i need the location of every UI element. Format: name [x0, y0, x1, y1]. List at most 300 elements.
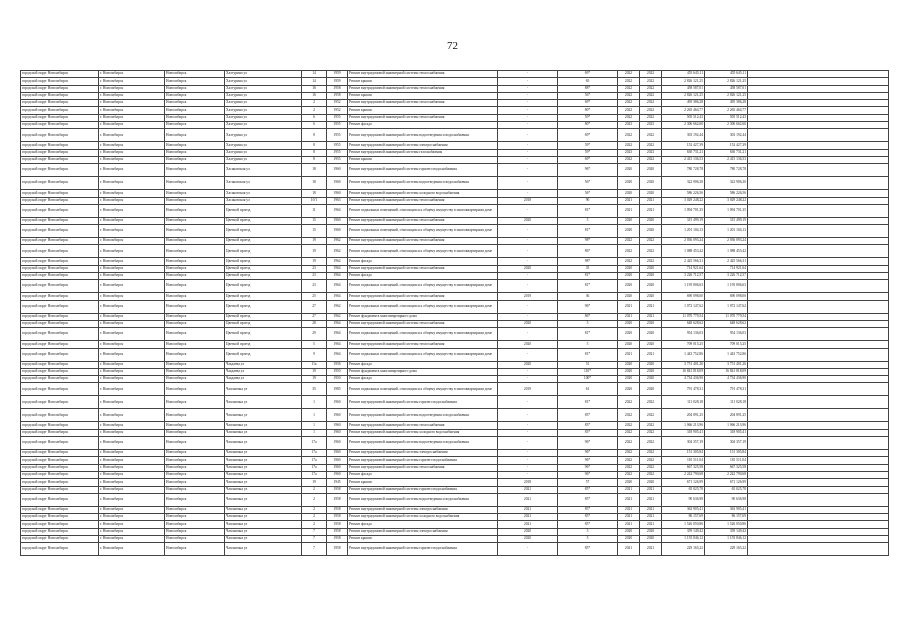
cell-empty	[748, 204, 889, 217]
cell-empty	[748, 328, 889, 341]
cell-work: Ремонт внутридомовой инженерной системы электроснабжения	[348, 142, 498, 149]
cell-house: 17а	[302, 464, 327, 471]
cell-cost-total: 11 070 779,54	[662, 313, 705, 320]
cell-district: городской округ Новосибирск	[21, 114, 99, 121]
cell-start: 2022	[618, 156, 640, 163]
cell-city: г. Новосибирск	[99, 85, 165, 92]
cell-end: 2020	[640, 328, 662, 341]
cell-col8: -	[498, 457, 558, 464]
table-row	[21, 361, 889, 368]
cell-start: 2021	[618, 506, 640, 513]
cell-end: 2020	[640, 368, 662, 375]
cell-empty	[748, 293, 889, 300]
cell-col8: -	[498, 280, 558, 293]
cell-district: городской округ Новосибирск	[21, 457, 99, 464]
cell-cost-total: 1 066 213,96	[662, 422, 705, 429]
cell-cost-total: 671 126,99	[662, 479, 705, 486]
cell-end: 2020	[640, 273, 662, 280]
table-row	[21, 245, 889, 258]
program-table	[20, 70, 889, 556]
cell-house: 7	[302, 535, 327, 542]
cell-cost-fund: 630 731,21	[705, 149, 748, 156]
table-row	[21, 313, 889, 320]
cell-district: городской округ Новосибирск	[21, 258, 99, 265]
cell-town: Новосибирск	[165, 361, 225, 368]
cell-work: Ремонт подвальных помещений, относящихся к общему имуществу в многоквартирном доме	[348, 328, 498, 341]
cell-house: 23	[302, 280, 327, 293]
cell-cost-total: 65 025,78	[662, 486, 705, 493]
cell-street: Чаадаева ул	[225, 368, 302, 375]
cell-year: 1955	[327, 142, 348, 149]
cell-start: 2022	[618, 238, 640, 245]
cell-col8: -	[498, 258, 558, 265]
cell-house: 23	[302, 265, 327, 272]
cell-col9: 59*	[558, 149, 618, 156]
cell-work: Ремонт внутридомовой инженерной системы теплоснабжения	[348, 238, 498, 245]
cell-start: 2022	[618, 457, 640, 464]
table-row	[21, 409, 889, 422]
cell-cost-fund: 667 325,58	[705, 464, 748, 471]
cell-year: 1962	[327, 258, 348, 265]
cell-town: Новосибирск	[165, 464, 225, 471]
cell-district: городской округ Новосибирск	[21, 92, 99, 99]
cell-col9: 69*	[558, 129, 618, 142]
cell-col8: -	[498, 396, 558, 409]
cell-cost-total: 318 905,41	[662, 429, 705, 436]
cell-cost-fund: 204 891,25	[705, 409, 748, 422]
cell-street: Чаплыгина ул	[225, 383, 302, 396]
table-row	[21, 348, 889, 361]
cell-col8: -	[498, 71, 558, 78]
cell-house: 6	[302, 114, 327, 121]
cell-col9: 61	[558, 383, 618, 396]
cell-col9: 98*	[558, 238, 618, 245]
cell-empty	[748, 471, 889, 478]
cell-district: городской округ Новосибирск	[21, 464, 99, 471]
table-row	[21, 528, 889, 535]
cell-end: 2021	[640, 486, 662, 493]
cell-house: 17а	[302, 471, 327, 478]
cell-cost-fund: 690 098,00	[705, 293, 748, 300]
cell-city: г. Новосибирск	[99, 114, 165, 121]
cell-end: 2020	[640, 341, 662, 348]
program-table-body	[21, 71, 889, 556]
cell-town: Новосибирск	[165, 383, 225, 396]
cell-start: 2022	[618, 429, 640, 436]
cell-house: 8	[302, 129, 327, 142]
cell-col8: 2021	[498, 506, 558, 513]
cell-cost-fund: 586 226,56	[705, 190, 748, 197]
cell-cost-total: 2 242 790,68	[662, 471, 705, 478]
cell-end: 2021	[640, 348, 662, 361]
cell-empty	[748, 422, 889, 429]
cell-city: г. Новосибирск	[99, 383, 165, 396]
cell-town: Новосибирск	[165, 341, 225, 348]
cell-city: г. Новосибирск	[99, 300, 165, 313]
cell-cost-total: 152 427,39	[662, 142, 705, 149]
cell-col9: 85*	[558, 506, 618, 513]
cell-year: 1955	[327, 156, 348, 163]
cell-city: г. Новосибирск	[99, 348, 165, 361]
cell-work: Ремонт внутридомовой инженерной системы теплоснабжения	[348, 114, 498, 121]
table-row	[21, 265, 889, 272]
cell-end: 2022	[640, 107, 662, 114]
cell-end: 2022	[640, 156, 662, 163]
cell-cost-total: 229 165,22	[662, 543, 705, 556]
cell-work: Ремонт внутридомовой инженерной системы теплоснабжения	[348, 85, 498, 92]
cell-col9: 85*	[558, 486, 618, 493]
cell-cost-total: 954 136,03	[662, 328, 705, 341]
table-row	[21, 376, 889, 383]
cell-end: 2022	[640, 464, 662, 471]
cell-cost-total: 495 386,28	[662, 100, 705, 107]
cell-city: г. Новосибирск	[99, 514, 165, 521]
cell-year: 1958	[327, 543, 348, 556]
cell-district: городской округ Новосибирск	[21, 368, 99, 375]
cell-start: 2022	[618, 258, 640, 265]
cell-col9: 81*	[558, 328, 618, 341]
cell-district: городской округ Новосибирск	[21, 78, 99, 85]
cell-year: 1958	[327, 521, 348, 528]
cell-house: 25	[302, 293, 327, 300]
cell-city: г. Новосибирск	[99, 273, 165, 280]
cell-city: г. Новосибирск	[99, 409, 165, 422]
cell-col9: 86*	[558, 313, 618, 320]
cell-year: 1962	[327, 238, 348, 245]
cell-cost-fund: 455 645,11	[705, 71, 748, 78]
cell-col9: 88*	[558, 85, 618, 92]
cell-col9: 69*	[558, 156, 618, 163]
cell-district: городской округ Новосибирск	[21, 437, 99, 450]
cell-cost-total: 630 731,21	[662, 149, 705, 156]
cell-col9: 90	[558, 197, 618, 204]
cell-district: городской округ Новосибирск	[21, 71, 99, 78]
cell-work: Ремонт крыши	[348, 92, 498, 99]
cell-year: 1964	[327, 280, 348, 293]
cell-end: 2020	[640, 528, 662, 535]
cell-empty	[748, 107, 889, 114]
cell-cost-fund: 2 826 121,25	[705, 78, 748, 85]
cell-year: 1952	[327, 107, 348, 114]
cell-year: 1955	[327, 114, 348, 121]
cell-col8: -	[498, 328, 558, 341]
cell-cost-fund: 4 734 436,90	[705, 376, 748, 383]
cell-district: городской округ Новосибирск	[21, 479, 99, 486]
cell-start: 2022	[618, 71, 640, 78]
cell-end: 2022	[640, 238, 662, 245]
cell-cost-total: 791 478,31	[662, 383, 705, 396]
cell-col9: 81*	[558, 280, 618, 293]
cell-cost-total: 648 628,62	[662, 320, 705, 327]
cell-district: городской округ Новосибирск	[21, 493, 99, 506]
cell-end: 2022	[640, 142, 662, 149]
cell-year: 1964	[327, 265, 348, 272]
cell-cost-fund: 1 155 846,12	[705, 535, 748, 542]
cell-district: городской округ Новосибирск	[21, 348, 99, 361]
cell-start: 2020	[618, 177, 640, 190]
cell-house: 2	[302, 107, 327, 114]
cell-col8: -	[498, 543, 558, 556]
cell-end: 2020	[640, 479, 662, 486]
cell-house: 18	[302, 164, 327, 177]
cell-street: Халтурина ул	[225, 71, 302, 78]
cell-house: 16	[302, 92, 327, 99]
cell-end: 2022	[640, 396, 662, 409]
cell-start: 2020	[618, 265, 640, 272]
cell-cost-total: 303 192,44	[662, 129, 705, 142]
cell-house: 17а	[302, 437, 327, 450]
cell-cost-total: 204 891,25	[662, 409, 705, 422]
cell-work: Ремонт фасада	[348, 521, 498, 528]
cell-town: Новосибирск	[165, 521, 225, 528]
cell-city: г. Новосибирск	[99, 376, 165, 383]
cell-empty	[748, 197, 889, 204]
cell-street: Халтурина ул	[225, 107, 302, 114]
cell-cost-total: 714 921,64	[662, 265, 705, 272]
cell-year: 1962	[327, 300, 348, 313]
cell-house: 2	[302, 514, 327, 521]
cell-city: г. Новосибирск	[99, 238, 165, 245]
cell-house: 8	[302, 142, 327, 149]
cell-city: г. Новосибирск	[99, 486, 165, 493]
cell-street: Цветной проезд	[225, 265, 302, 272]
cell-year: 1964	[327, 293, 348, 300]
cell-city: г. Новосибирск	[99, 506, 165, 513]
cell-cost-total: 16 841 818,09	[662, 368, 705, 375]
cell-end: 2022	[640, 450, 662, 457]
cell-street: Хасановская ул	[225, 164, 302, 177]
cell-town: Новосибирск	[165, 422, 225, 429]
cell-col8: -	[498, 107, 558, 114]
cell-start: 2022	[618, 422, 640, 429]
cell-city: г. Новосибирск	[99, 293, 165, 300]
cell-town: Новосибирск	[165, 100, 225, 107]
cell-town: Новосибирск	[165, 320, 225, 327]
cell-district: городской округ Новосибирск	[21, 376, 99, 383]
cell-city: г. Новосибирск	[99, 396, 165, 409]
table-row	[21, 71, 889, 78]
cell-town: Новосибирск	[165, 190, 225, 197]
cell-street: Халтурина ул	[225, 156, 302, 163]
cell-town: Новосибирск	[165, 129, 225, 142]
cell-empty	[748, 437, 889, 450]
cell-house: 2	[302, 100, 327, 107]
table-row	[21, 341, 889, 348]
cell-work: Ремонт внутридомовой инженерной системы теплоснабжения	[348, 71, 498, 78]
cell-col9: 83*	[558, 422, 618, 429]
table-row	[21, 429, 889, 436]
cell-street: Халтурина ул	[225, 92, 302, 99]
cell-start: 2023	[618, 122, 640, 129]
cell-col9: 96*	[558, 437, 618, 450]
table-row	[21, 85, 889, 92]
cell-empty	[748, 238, 889, 245]
cell-col9: 5	[558, 535, 618, 542]
cell-city: г. Новосибирск	[99, 471, 165, 478]
cell-street: Цветной проезд	[225, 238, 302, 245]
table-row	[21, 177, 889, 190]
cell-start: 2022	[618, 85, 640, 92]
cell-work: Ремонт внутридомовой инженерной системы горячего водоснабжения	[348, 396, 498, 409]
cell-col9: 5	[558, 528, 618, 535]
cell-cost-fund: 3 751 401,26	[705, 361, 748, 368]
cell-street: Чаплыгина ул	[225, 437, 302, 450]
cell-cost-fund: 1 072 147,62	[705, 300, 748, 313]
cell-year: 1958	[327, 528, 348, 535]
cell-cost-total: 2 265 464,77	[662, 107, 705, 114]
cell-cost-fund: 714 921,64	[705, 265, 748, 272]
cell-end: 2022	[640, 85, 662, 92]
cell-year: 1960	[327, 471, 348, 478]
table-row	[21, 293, 889, 300]
cell-district: городской округ Новосибирск	[21, 300, 99, 313]
cell-city: г. Новосибирск	[99, 107, 165, 114]
cell-empty	[748, 142, 889, 149]
cell-cost-fund: 363 905,41	[705, 506, 748, 513]
cell-district: городской округ Новосибирск	[21, 225, 99, 238]
cell-cost-fund: 1 195 806,63	[705, 280, 748, 293]
cell-end: 2021	[640, 313, 662, 320]
cell-street: Цветной проезд	[225, 245, 302, 258]
cell-cost-fund: 709 015,25	[705, 341, 748, 348]
cell-cost-fund: 2 415 136,53	[705, 156, 748, 163]
cell-start: 2020	[618, 190, 640, 197]
cell-empty	[748, 376, 889, 383]
table-row	[21, 142, 889, 149]
cell-start: 2020	[618, 479, 640, 486]
cell-town: Новосибирск	[165, 376, 225, 383]
cell-end: 2022	[640, 92, 662, 99]
cell-work: Ремонт крыши	[348, 156, 498, 163]
cell-cost-total: 1 195 806,63	[662, 280, 705, 293]
cell-street: Чаадаева ул	[225, 376, 302, 383]
cell-house: 9	[302, 348, 327, 361]
cell-house: 14	[302, 78, 327, 85]
cell-town: Новосибирск	[165, 217, 225, 224]
cell-work: Ремонт подвальных помещений, относящихся к общему имуществу в многоквартирном доме	[348, 300, 498, 313]
cell-town: Новосибирск	[165, 122, 225, 129]
cell-cost-total: 2 306 662,60	[662, 122, 705, 129]
cell-cost-total: 505 512,43	[662, 114, 705, 121]
cell-district: городской округ Новосибирск	[21, 107, 99, 114]
cell-empty	[748, 265, 889, 272]
cell-end: 2022	[640, 71, 662, 78]
cell-col9: 80*	[558, 122, 618, 129]
cell-empty	[748, 217, 889, 224]
cell-col8: -	[498, 114, 558, 121]
cell-cost-fund: 90 636,98	[705, 493, 748, 506]
cell-end: 2022	[640, 409, 662, 422]
table-row	[21, 129, 889, 142]
cell-empty	[748, 85, 889, 92]
cell-work: Ремонт внутридомовой инженерной системы теплоснабжения	[348, 341, 498, 348]
cell-empty	[748, 528, 889, 535]
cell-city: г. Новосибирск	[99, 535, 165, 542]
cell-city: г. Новосибирск	[99, 368, 165, 375]
cell-year: 1958	[327, 85, 348, 92]
cell-col8: 2018	[498, 197, 558, 204]
cell-town: Новосибирск	[165, 197, 225, 204]
cell-cost-total: 1 094 701,35	[662, 204, 705, 217]
cell-house: 35	[302, 383, 327, 396]
cell-empty	[748, 429, 889, 436]
cell-col8: -	[498, 437, 558, 450]
cell-col8: -	[498, 149, 558, 156]
cell-street: Цветной проезд	[225, 341, 302, 348]
cell-district: городской округ Новосибирск	[21, 100, 99, 107]
cell-col8: -	[498, 368, 558, 375]
cell-col8: -	[498, 142, 558, 149]
cell-year: 1960	[327, 396, 348, 409]
cell-end: 2021	[640, 543, 662, 556]
cell-col8: 2021	[498, 521, 558, 528]
cell-end: 2020	[640, 383, 662, 396]
cell-empty	[748, 457, 889, 464]
cell-cost-fund: 11 070 779,54	[705, 313, 748, 320]
cell-city: г. Новосибирск	[99, 361, 165, 368]
cell-cost-total: 1 526 050,86	[662, 521, 705, 528]
cell-work: Ремонт внутридомовой инженерной системы водоотведения и водоснабжения	[348, 437, 498, 450]
cell-work: Ремонт фасада	[348, 273, 498, 280]
cell-cost-fund: 2 306 662,60	[705, 122, 748, 129]
cell-cost-fund: 648 628,62	[705, 320, 748, 327]
cell-city: г. Новосибирск	[99, 149, 165, 156]
table-row	[21, 190, 889, 197]
cell-end: 2022	[640, 457, 662, 464]
cell-cost-fund: 111 028,18	[705, 396, 748, 409]
cell-col9: 65	[558, 78, 618, 85]
cell-district: городской округ Новосибирск	[21, 85, 99, 92]
cell-year: 1960	[327, 177, 348, 190]
cell-house: 2	[302, 521, 327, 528]
cell-cost-total: 1 088 453,42	[662, 245, 705, 258]
cell-street: Хасановская ул	[225, 197, 302, 204]
table-row	[21, 368, 889, 375]
cell-work: Ремонт внутридомовой инженерной системы холодного водоснабжения	[348, 429, 498, 436]
table-row	[21, 225, 889, 238]
cell-cost-total: 181 511,04	[662, 457, 705, 464]
cell-cost-fund: 2 826 121,25	[705, 92, 748, 99]
cell-street: Цветной проезд	[225, 225, 302, 238]
cell-start: 2020	[618, 535, 640, 542]
cell-col9: 56*	[558, 177, 618, 190]
cell-col9: 5	[558, 217, 618, 224]
cell-town: Новосибирск	[165, 245, 225, 258]
cell-house: 17а	[302, 450, 327, 457]
cell-year: 1960	[327, 164, 348, 177]
cell-street: Чаплыгина ул	[225, 429, 302, 436]
cell-street: Халтурина ул	[225, 149, 302, 156]
cell-col8: -	[498, 190, 558, 197]
cell-start: 2022	[618, 245, 640, 258]
cell-end: 2022	[640, 258, 662, 265]
cell-work: Ремонт фундамента многоквартирного дома	[348, 368, 498, 375]
cell-town: Новосибирск	[165, 156, 225, 163]
cell-city: г. Новосибирск	[99, 204, 165, 217]
cell-year: 1955	[327, 129, 348, 142]
cell-end: 2021	[640, 514, 662, 521]
cell-end: 2022	[640, 114, 662, 121]
cell-house: 28	[302, 320, 327, 327]
cell-house: 11а	[302, 361, 327, 368]
cell-cost-total: 359 149,42	[662, 528, 705, 535]
cell-empty	[748, 450, 889, 457]
cell-col8: 2021	[498, 493, 558, 506]
table-row	[21, 543, 889, 556]
cell-town: Новосибирск	[165, 225, 225, 238]
cell-empty	[748, 114, 889, 121]
cell-town: Новосибирск	[165, 348, 225, 361]
